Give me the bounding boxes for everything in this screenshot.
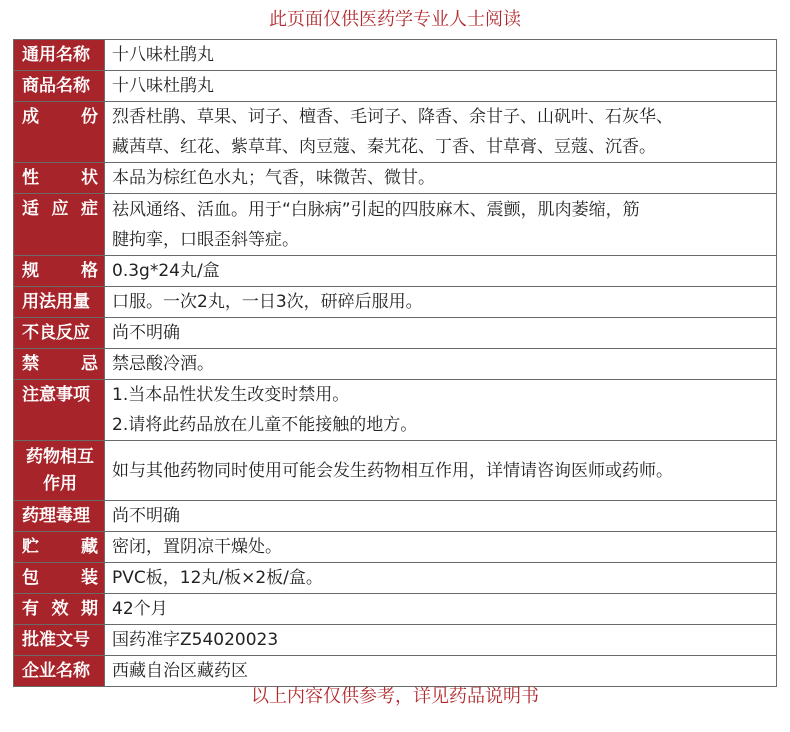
table-row (14, 163, 777, 194)
row-label-contraindications: 禁 忌 (14, 349, 105, 380)
row-value-contraindications: 禁忌酸冷酒。 (105, 349, 777, 380)
table-row (14, 625, 777, 656)
row-label-pharmacology: 药理毒理 (14, 501, 105, 532)
table-row (14, 380, 777, 441)
row-value-shelf-life: 42个月 (105, 594, 777, 625)
row-label-dosage: 用法用量 (14, 287, 105, 318)
row-label-specification: 规 格 (14, 256, 105, 287)
row-label-shelf-life: 有效期 (14, 594, 105, 625)
row-value-indications: 祛风通络、活血。用于“白脉病”引起的四肢麻木、震颤，肌肉萎缩，筋 腱拘挛，口眼歪斜等症。 (105, 194, 777, 256)
table-row (14, 318, 777, 349)
drug-spec-table (13, 39, 777, 687)
table-row (14, 102, 777, 163)
row-label-indications: 适应症 (14, 194, 105, 256)
table-row (14, 71, 777, 102)
row-label-brand-name: 商品名称 (14, 71, 105, 102)
table-row (14, 532, 777, 563)
table-row (14, 349, 777, 380)
row-label-packaging: 包 装 (14, 563, 105, 594)
row-value-manufacturer: 西藏自治区藏药区 (105, 656, 777, 687)
row-value-generic-name: 十八味杜鹃丸 (105, 40, 777, 71)
table-row (14, 256, 777, 287)
row-value-packaging: PVC板，12丸/板×2板/盒。 (105, 563, 777, 594)
table-row (14, 40, 777, 71)
row-value-dosage: 口服。一次2丸，一日3次，研碎后服用。 (105, 287, 777, 318)
row-value-brand-name: 十八味杜鹃丸 (105, 71, 777, 102)
row-label-manufacturer: 企业名称 (14, 656, 105, 687)
row-value-storage: 密闭，置阴凉干燥处。 (105, 532, 777, 563)
row-label-description: 性 状 (14, 163, 105, 194)
reference-only-notice: 以上内容仅供参考，详见药品说明书 (251, 686, 539, 707)
row-label-approval-number: 批准文号 (14, 625, 105, 656)
row-label-adverse-reactions: 不良反应 (14, 318, 105, 349)
row-value-approval-number: 国药准字Z54020023 (105, 625, 777, 656)
professional-use-notice: 此页面仅供医药学专业人士阅读 (269, 9, 521, 30)
row-value-description: 本品为棕红色水丸；气香，味微苦、微甘。 (105, 163, 777, 194)
row-value-adverse-reactions: 尚不明确 (105, 318, 777, 349)
table-row (14, 594, 777, 625)
row-value-precautions: 1.当本品性状发生改变时禁用。 2.请将此药品放在儿童不能接触的地方。 (105, 380, 777, 441)
table-row (14, 194, 777, 256)
row-value-specification: 0.3g*24丸/盒 (105, 256, 777, 287)
row-label-drug-interactions: 药物相互作用 (14, 441, 105, 501)
table-row (14, 287, 777, 318)
table-row (14, 441, 777, 501)
row-value-ingredients: 烈香杜鹃、草果、诃子、檀香、毛诃子、降香、余甘子、山矾叶、石灰华、 藏茜草、红花、紫草茸、肉豆蔻、秦艽花、丁香、甘草膏、豆蔻、沉香。 (105, 102, 777, 163)
row-label-storage: 贮 藏 (14, 532, 105, 563)
row-value-drug-interactions: 如与其他药物同时使用可能会发生药物相互作用，详情请咨询医师或药师。 (105, 441, 777, 501)
row-label-ingredients: 成 份 (14, 102, 105, 163)
table-row (14, 656, 777, 687)
row-label-precautions: 注意事项 (14, 380, 105, 441)
table-row (14, 501, 777, 532)
row-label-generic-name: 通用名称 (14, 40, 105, 71)
row-value-pharmacology: 尚不明确 (105, 501, 777, 532)
table-row (14, 563, 777, 594)
